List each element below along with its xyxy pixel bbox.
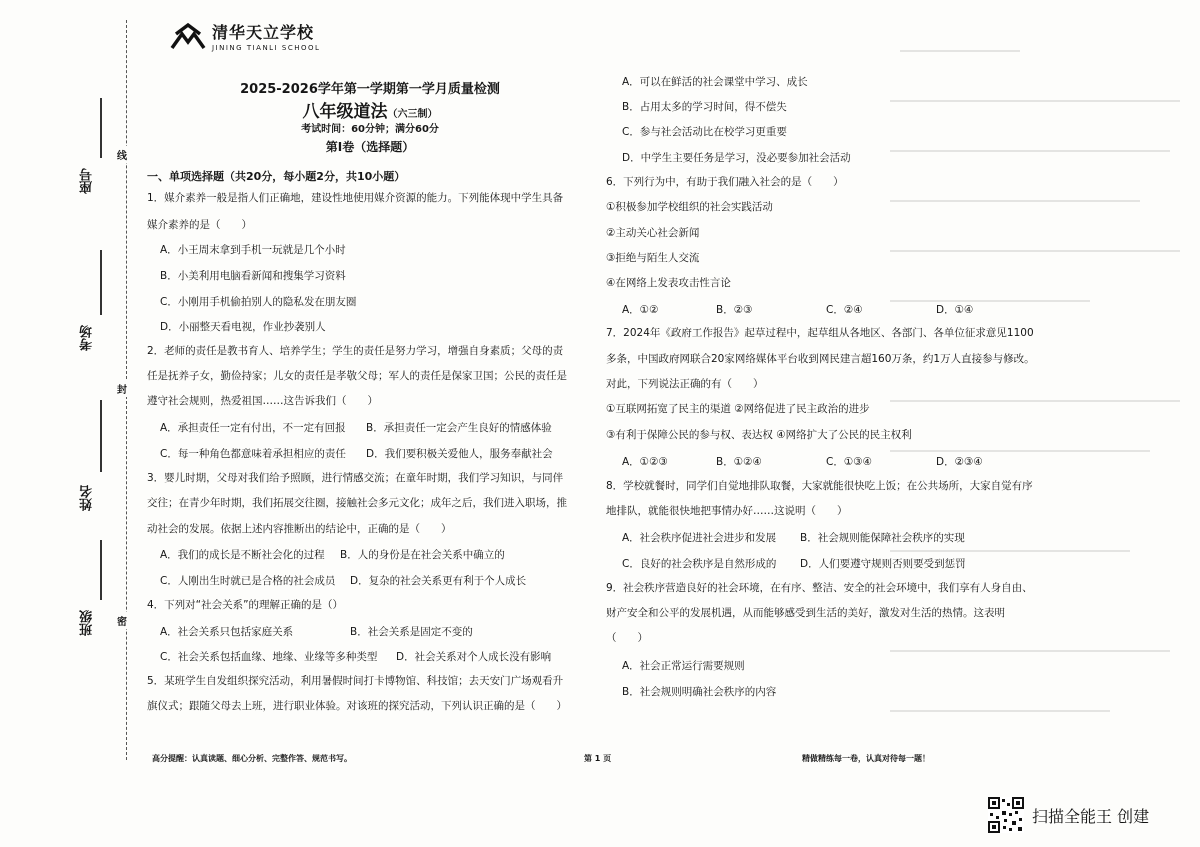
q1-option-b: B．小美利用电脑看新闻和搜集学习资料 [160,270,346,282]
q9-stem: 财产安全和公平的发展机遇，从而能够感受到生活的美好，激发对生活的热情。这表明 [606,607,1005,619]
seat-label: 座号 [80,168,95,194]
page-number: 第 1 页 [584,754,612,763]
q9-stem: 9．社会秩序营造良好的社会环境，在有序、整洁、安全的社会环境中，我们享有人身自由、 [606,582,1033,594]
q5-option-b: B．占用太多的学习时间，得不偿失 [622,101,787,113]
q9-stem: （ ） [606,632,648,644]
q3-option-c: C．人刚出生时就已是合格的社会成员 [160,575,336,587]
footer-reminder: 高分提醒：认真读题、细心分析、完整作答、规范书写。 [152,754,352,763]
qr-code-icon [988,797,1024,833]
q4-stem: 4．下列对“社会关系”的理解正确的是（） [147,599,344,611]
volume-title: 第I卷（选择题） [325,140,415,154]
q2-option-c: C．每一种角色都意味着承担相应的责任 [160,448,346,460]
cut-mark: 封 [117,380,127,397]
class-line [100,540,102,600]
q1-option-d: D．小丽整天看电视，作业抄袭别人 [160,321,326,333]
q6-option-c: C．②④ [826,304,863,316]
q3-option-b: B．人的身份是在社会关系中确立的 [340,549,505,561]
seat-field[interactable] [78,98,118,248]
exam-room-label: 考场 [80,325,95,351]
q2-stem: 遵守社会规则，热爱祖国……这告诉我们（ ） [147,395,378,407]
q4-option-d: D．社会关系对个人成长没有影响 [396,651,552,663]
q5-stem: 5．某班学生自发组织探究活动，利用暑假时间打卡博物馆、科技馆；去天安门广场观看升 [147,675,564,687]
footer-motto: 精做精练每一卷，认真对待每一题！ [802,754,930,763]
q7-stem: 7．2024年《政府工作报告》起草过程中，起草组从各地区、各部门、各单位征求意见1100 [606,327,1034,339]
seat-line [100,98,102,158]
q9-option-a: A．社会正常运行需要规则 [622,660,745,672]
school-name-en: JINING TIANLI SCHOOL [212,44,321,52]
q5-option-d: D．中学生主要任务是学习，没必要参加社会活动 [622,152,851,164]
q4-option-b: B．社会关系是固定不变的 [350,626,473,638]
q4-option-a: A．社会关系只包括家庭关系 [160,626,294,638]
name-line [100,400,102,472]
q7-stem: 对此，下列说法正确的有（ ） [606,378,764,390]
q1-option-a: A．小王周末拿到手机一玩就是几个小时 [160,244,346,256]
subject-note: （六三制） [387,109,438,120]
tianli-logo-icon [168,22,208,50]
cut-mark: 线 [117,146,127,163]
name-label: 姓名 [80,485,95,511]
subject-title [150,97,590,122]
q7-option-d: D．②③④ [936,456,983,468]
q3-option-d: D．复杂的社会关系更有利于个人成长 [350,575,527,587]
school-logo [168,20,320,52]
q1-stem: 1．媒介素养一般是指人们正确地，建设性地使用媒介资源的能力。下列能体现中学生具备 [147,192,564,204]
exam-title: 2025-2026学年第一学期第一学月质量检测 [240,82,500,97]
q5-option-a: A．可以在鲜活的社会课堂中学习、成长 [622,76,808,88]
q6-stem: 6．下列行为中，有助于我们融入社会的是（ ） [606,176,844,188]
q3-option-a: A．我们的成长是不断社会化的过程 [160,549,325,561]
subject-name: 八年级道法 [302,102,388,122]
q1-stem: 媒介素养的是（ ） [147,219,252,231]
q6-item: ①积极参加学校组织的社会实践活动 [606,201,773,213]
q2-option-b: B．承担责任一定会产生良好的情感体验 [366,422,552,434]
q7-option-a: A．①②③ [622,456,668,468]
q3-stem: 交往；在青少年时期，我们拓展交往圈，接触社会多元文化；成年之后，我们进入职场，推 [147,497,567,509]
q2-option-d: D．我们要积极关爱他人，服务奉献社会 [366,448,553,460]
q3-stem: 3．婴儿时期，父母对我们给予照顾，进行情感交流；在童年时期，我们学习知识，与同伴 [147,472,564,484]
name-field[interactable] [78,400,118,550]
q7-stem: 多条，中国政府网联合20家网络媒体平台收到网民建言超160万条，约1万人直接参与修改。 [606,353,1035,365]
q8-option-d: D．人们要遵守规则否则要受到惩罚 [800,558,966,570]
q2-stem: 2．老师的责任是教书育人、培养学生；学生的责任是努力学习，增强自身素质；父母的责 [147,345,564,357]
exam-room-line [100,250,102,315]
class-field[interactable] [78,540,118,660]
q7-option-c: C．①③④ [826,456,873,468]
q9-option-b: B．社会规则明确社会秩序的内容 [622,686,777,698]
q4-option-c: C．社会关系包括血缘、地缘、业缘等多种类型 [160,651,378,663]
cut-mark: 密 [117,612,127,629]
q8-stem: 地排队，就能很快地把事情办好……这说明（ ） [606,505,848,517]
q6-option-d: D．①④ [936,304,974,316]
q7-item: ③有利于保障公民的参与权、表达权 ④网络扩大了公民的民主权利 [606,429,912,441]
q8-stem: 8．学校就餐时，同学们自觉地排队取餐，大家就能很快吃上饭；在公共场所，大家自觉有序 [606,480,1033,492]
q6-item: ④在网络上发表攻击性言论 [606,277,731,289]
q3-stem: 动社会的发展。依据上述内容推断出的结论中，正确的是（ ） [147,523,452,535]
q7-option-b: B．①②④ [716,456,762,468]
q8-option-c: C．良好的社会秩序是自然形成的 [622,558,777,570]
q6-option-a: A．①② [622,304,659,316]
exam-room-field[interactable] [78,250,118,400]
school-name-cn: 清华天立学校 [212,23,315,42]
q2-option-a: A．承担责任一定有付出，不一定有回报 [160,422,346,434]
scanner-badge-text: 扫描全能王 创建 [1032,806,1150,826]
q6-item: ②主动关心社会新闻 [606,227,700,239]
q8-option-a: A．社会秩序促进社会进步和发展 [622,532,777,544]
bleed-through-shadow [880,20,1190,760]
q5-stem: 旗仪式；跟随父母去上班，进行职业体验。对该班的探究活动，下列认识正确的是（ ） [147,700,567,712]
q7-item: ①互联网拓宽了民主的渠道 ②网络促进了民主政治的进步 [606,403,870,415]
q1-option-c: C．小刚用手机偷拍别人的隐私发在朋友圈 [160,296,357,308]
time-score: 考试时间：60分钟；满分60分 [301,124,439,135]
q6-option-b: B．②③ [716,304,753,316]
q6-item: ③拒绝与陌生人交流 [606,252,700,264]
scanner-watermark [988,797,1149,833]
q2-stem: 任是抚养子女，勤俭持家；儿女的责任是孝敬父母；军人的责任是保家卫国；公民的责任是 [147,370,567,382]
q5-option-c: C．参与社会活动比在校学习更重要 [622,126,787,138]
class-label: 班级 [80,610,95,636]
q8-option-b: B．社会规则能保障社会秩序的实现 [800,532,965,544]
section-heading: 一、单项选择题（共20分，每小题2分，共10小题） [147,170,406,183]
